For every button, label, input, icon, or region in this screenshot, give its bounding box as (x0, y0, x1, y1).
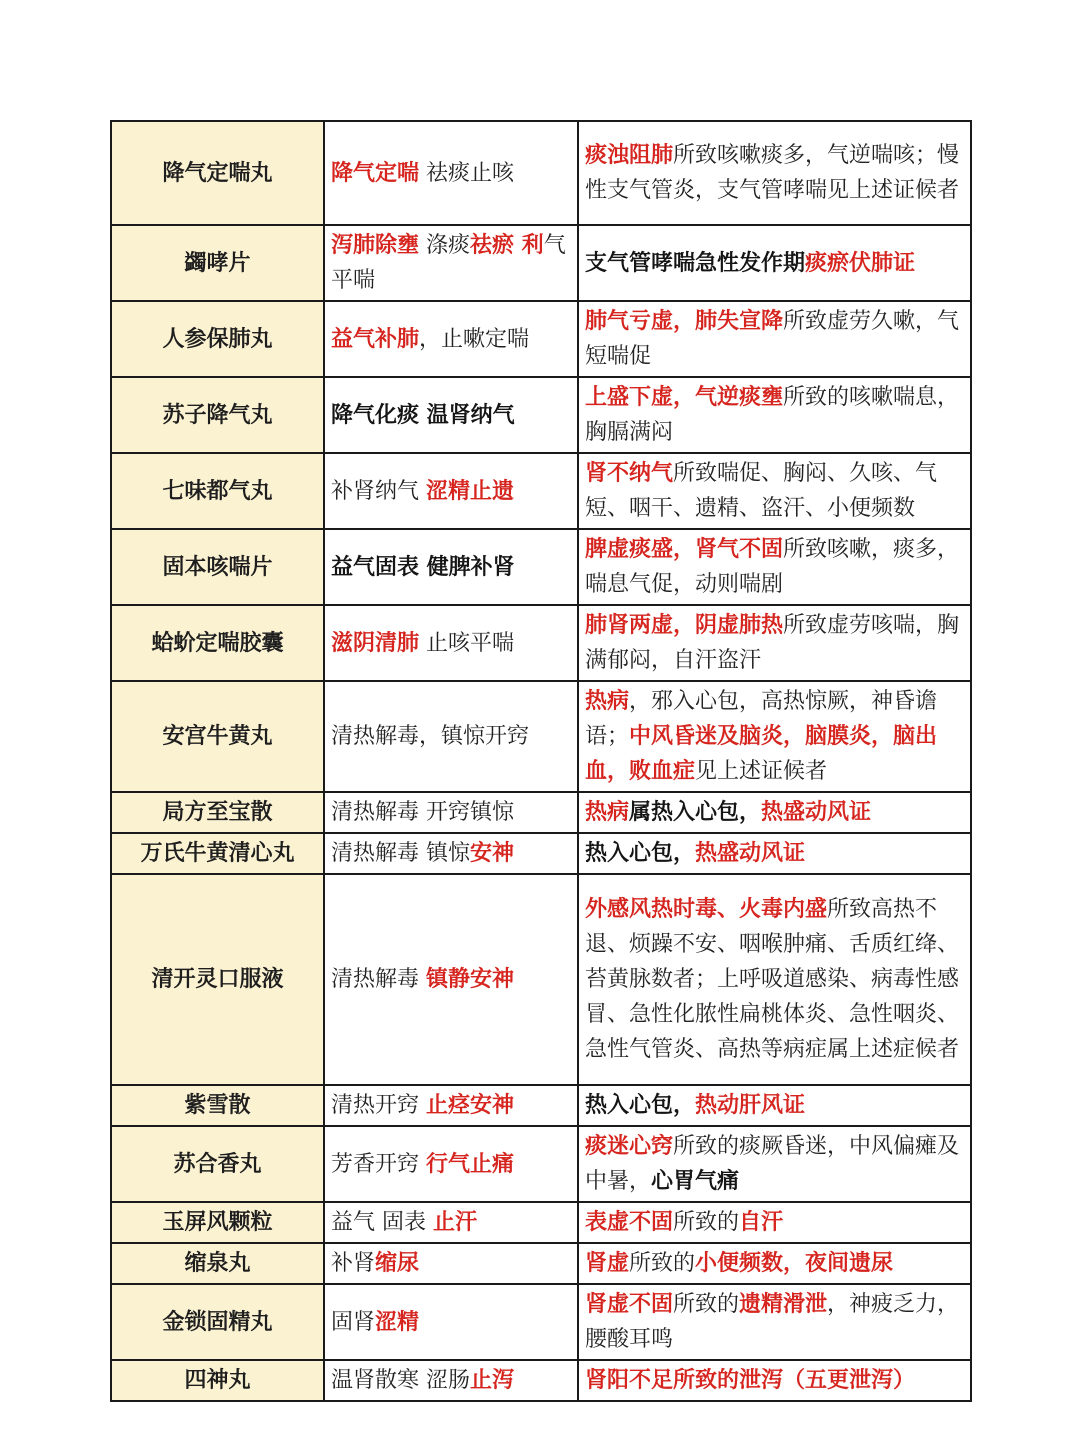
indication-segment: 所致虚劳咳喘，胸满郁闷，自汗盗汗 (585, 613, 960, 673)
medicine-name-cell: 清开灵口服液 (111, 874, 324, 1085)
effect-segment: 降气化痰 温肾纳气 (331, 401, 515, 428)
effect-segment: 祛痰止咳 (419, 160, 515, 186)
effect-segment: 涤痰 (419, 233, 471, 258)
medicine-name-cell: 缩泉丸 (111, 1243, 324, 1284)
effect-segment: 镇静安神 (426, 966, 515, 992)
effect-segment: 益气补肺 (331, 325, 420, 352)
medicine-name-cell: 苏子降气丸 (111, 377, 324, 453)
medicine-name-cell: 人参保肺丸 (111, 301, 324, 377)
effect-cell (324, 874, 578, 1085)
effect-cell (324, 605, 578, 681)
medicine-name-cell: 紫雪散 (111, 1085, 324, 1126)
indication-segment: 热盛动风证 (695, 840, 806, 866)
effect-segment: 益气 固表 (331, 1210, 433, 1235)
indication-segment: 心胃气痛 (651, 1168, 740, 1194)
medicine-name-cell: 金锁固精丸 (111, 1284, 324, 1360)
indication-segment: 中风昏迷及脑炎，脑膜炎，脑出血，败血症 (585, 723, 938, 784)
effect-segment: 固肾 (331, 1309, 376, 1335)
indication-segment: 所致高热不退、烦躁不安、咽喉肿痛、舌质红绛、苔黄脉数者；上呼吸道感染、病毒性感冒、急性化脓性扁桃体炎、急性咽炎、急性气管炎、高热等病症属上述症候者 (585, 897, 960, 1062)
medicine-name-cell: 降气定喘丸 (111, 121, 324, 225)
indication-segment: 所致的痰厥昏迷，中风偏瘫及中暑， (585, 1134, 960, 1194)
effect-segment: 清热解毒，镇惊开窍 (331, 724, 530, 749)
indication-segment: 小便频数，夜间遗尿 (695, 1250, 894, 1276)
effect-cell (324, 453, 578, 529)
effect-segment: 清热解毒 开窍镇惊 (331, 800, 514, 825)
medicine-name-cell: 四神丸 (111, 1360, 324, 1401)
effect-segment: 止痉安神 (426, 1092, 515, 1118)
effect-cell (324, 1202, 578, 1243)
indication-cell (578, 1085, 971, 1126)
indication-segment: 所致虚劳久嗽，气短喘促 (585, 309, 960, 369)
indication-cell (578, 301, 971, 377)
indication-segment: ，邪入心包，高热惊厥，神昏谵语； (585, 689, 938, 749)
table-row (111, 874, 971, 1085)
effect-cell (324, 225, 578, 301)
medicine-name-cell: 蛤蚧定喘胶囊 (111, 605, 324, 681)
medicine-name-cell: 七味都气丸 (111, 453, 324, 529)
indication-cell (578, 1284, 971, 1360)
indication-segment: 所致的 (629, 1251, 696, 1276)
effect-segment: 安神 (470, 840, 515, 866)
effect-segment: 温肾散寒 涩肠 (331, 1368, 470, 1393)
effect-cell (324, 681, 578, 792)
effect-segment: 清热解毒 (331, 967, 426, 992)
indication-segment: 痰瘀伏肺证 (805, 249, 916, 276)
indication-segment: 所致的 (673, 1210, 740, 1235)
effect-segment: 益气固表 健脾补肾 (331, 553, 515, 580)
effect-segment: 泻肺除壅 (331, 232, 420, 258)
indication-segment: 肺肾两虚，阴虚肺热 (585, 612, 784, 638)
medicine-name-cell: 苏合香丸 (111, 1126, 324, 1202)
effect-segment: 止咳平喘 (419, 630, 515, 656)
table-row (111, 1202, 971, 1243)
table-row (111, 1243, 971, 1284)
effect-cell (324, 1284, 578, 1360)
indication-cell (578, 1360, 971, 1401)
indication-cell (578, 121, 971, 225)
table-row (111, 377, 971, 453)
indication-cell (578, 453, 971, 529)
indication-segment: 见上述证候者 (695, 759, 828, 784)
medicine-name-cell: 蠲哮片 (111, 225, 324, 301)
table-row (111, 529, 971, 605)
indication-segment: 肾虚不固 (585, 1291, 674, 1317)
medicine-name-cell: 万氏牛黄清心丸 (111, 833, 324, 874)
effect-segment: 止泻 (470, 1367, 515, 1393)
indication-segment: 痰浊阻肺 (585, 142, 674, 168)
effect-segment: 涩精 (375, 1308, 420, 1335)
table-row (111, 792, 971, 833)
effect-segment: 降气定喘 (331, 159, 420, 186)
indication-segment: 遗精滑泄 (739, 1291, 828, 1317)
indication-segment: 痰迷心窍 (585, 1133, 674, 1159)
effect-segment: 芳香开窍 (331, 1151, 426, 1177)
indication-cell (578, 792, 971, 833)
indication-segment: 热盛动风证 (761, 799, 872, 825)
table-row (111, 301, 971, 377)
medicine-name-cell: 玉屏风颗粒 (111, 1202, 324, 1243)
indication-segment: 热入心包， (585, 840, 696, 866)
table-row (111, 1284, 971, 1360)
table-body (111, 121, 971, 1401)
indication-segment: 肾阳不足所致的泄泻（五更泄泻） (585, 1367, 916, 1393)
indication-segment: 热病 (585, 688, 630, 714)
indication-segment: 表虚不固 (585, 1209, 674, 1235)
indication-cell (578, 377, 971, 453)
table-row (111, 121, 971, 225)
indication-cell (578, 681, 971, 792)
indication-segment: 所致咳嗽痰多，气逆喘咳；慢性支气管炎，支气管哮喘见上述证候者 (585, 143, 960, 203)
table-row (111, 1360, 971, 1401)
table-row (111, 605, 971, 681)
indication-cell (578, 1202, 971, 1243)
effect-segment: ，止嗽定喘 (419, 326, 530, 352)
effect-segment: 气平喘 (331, 233, 566, 293)
indication-segment: 所致喘促、胸闷、久咳、气短、咽干、遗精、盗汗、小便频数 (585, 461, 938, 521)
effect-cell (324, 529, 578, 605)
effect-segment: 涩精止遗 (426, 477, 515, 504)
indication-cell (578, 833, 971, 874)
indication-segment: ，神疲乏力，腰酸耳鸣 (585, 1292, 960, 1352)
effect-cell (324, 833, 578, 874)
indication-segment: 肺气亏虚，肺失宣降 (585, 308, 784, 334)
effect-segment: 清热开窍 (331, 1093, 426, 1118)
effect-cell (324, 301, 578, 377)
indication-segment: 肾不纳气 (585, 460, 674, 486)
effect-segment: 滋阴清肺 (331, 629, 420, 656)
table-row (111, 225, 971, 301)
indication-segment: 热入心包， (585, 1092, 696, 1118)
table-row (111, 1126, 971, 1202)
effect-segment: 止汗 (433, 1209, 478, 1235)
indication-segment: 脾虚痰盛，肾气不固 (585, 536, 784, 562)
indication-cell (578, 874, 971, 1085)
effect-cell (324, 121, 578, 225)
indication-segment: 所致咳嗽，痰多，喘息气促，动则喘剧 (585, 537, 960, 597)
effect-cell (324, 1126, 578, 1202)
indication-segment: 属热入心包， (629, 799, 762, 825)
effect-cell (324, 1243, 578, 1284)
medicine-name-cell: 安宫牛黄丸 (111, 681, 324, 792)
indication-segment: 热动肝风证 (695, 1092, 806, 1118)
indication-segment: 上盛下虚，气逆痰壅 (585, 384, 784, 410)
effect-segment: 祛瘀 利 (470, 232, 544, 258)
formula-table (110, 120, 972, 1402)
effect-cell (324, 377, 578, 453)
effect-cell (324, 792, 578, 833)
indication-cell (578, 529, 971, 605)
effect-segment: 补肾 (331, 1251, 376, 1276)
table-row (111, 681, 971, 792)
table-row (111, 453, 971, 529)
indication-segment: 热病 (585, 799, 630, 825)
indication-cell (578, 605, 971, 681)
indication-segment: 肾虚 (585, 1250, 630, 1276)
medicine-name-cell: 固本咳喘片 (111, 529, 324, 605)
indication-segment: 所致的 (673, 1292, 740, 1317)
effect-segment: 清热解毒 镇惊 (331, 841, 470, 866)
effect-segment: 行气止痛 (426, 1150, 515, 1177)
indication-segment: 所致的咳嗽喘息，胸膈满闷 (585, 385, 960, 445)
indication-cell (578, 1243, 971, 1284)
effect-segment: 缩尿 (375, 1250, 420, 1276)
medicine-name-cell: 局方至宝散 (111, 792, 324, 833)
indication-segment: 自汗 (739, 1209, 784, 1235)
indication-cell (578, 225, 971, 301)
indication-cell (578, 1126, 971, 1202)
effect-cell (324, 1360, 578, 1401)
effect-cell (324, 1085, 578, 1126)
indication-segment: 外感风热时毒、火毒内盛 (585, 896, 828, 922)
effect-segment: 补肾纳气 (331, 478, 426, 504)
table-row (111, 833, 971, 874)
indication-segment: 支气管哮喘急性发作期 (585, 249, 806, 276)
table-row (111, 1085, 971, 1126)
